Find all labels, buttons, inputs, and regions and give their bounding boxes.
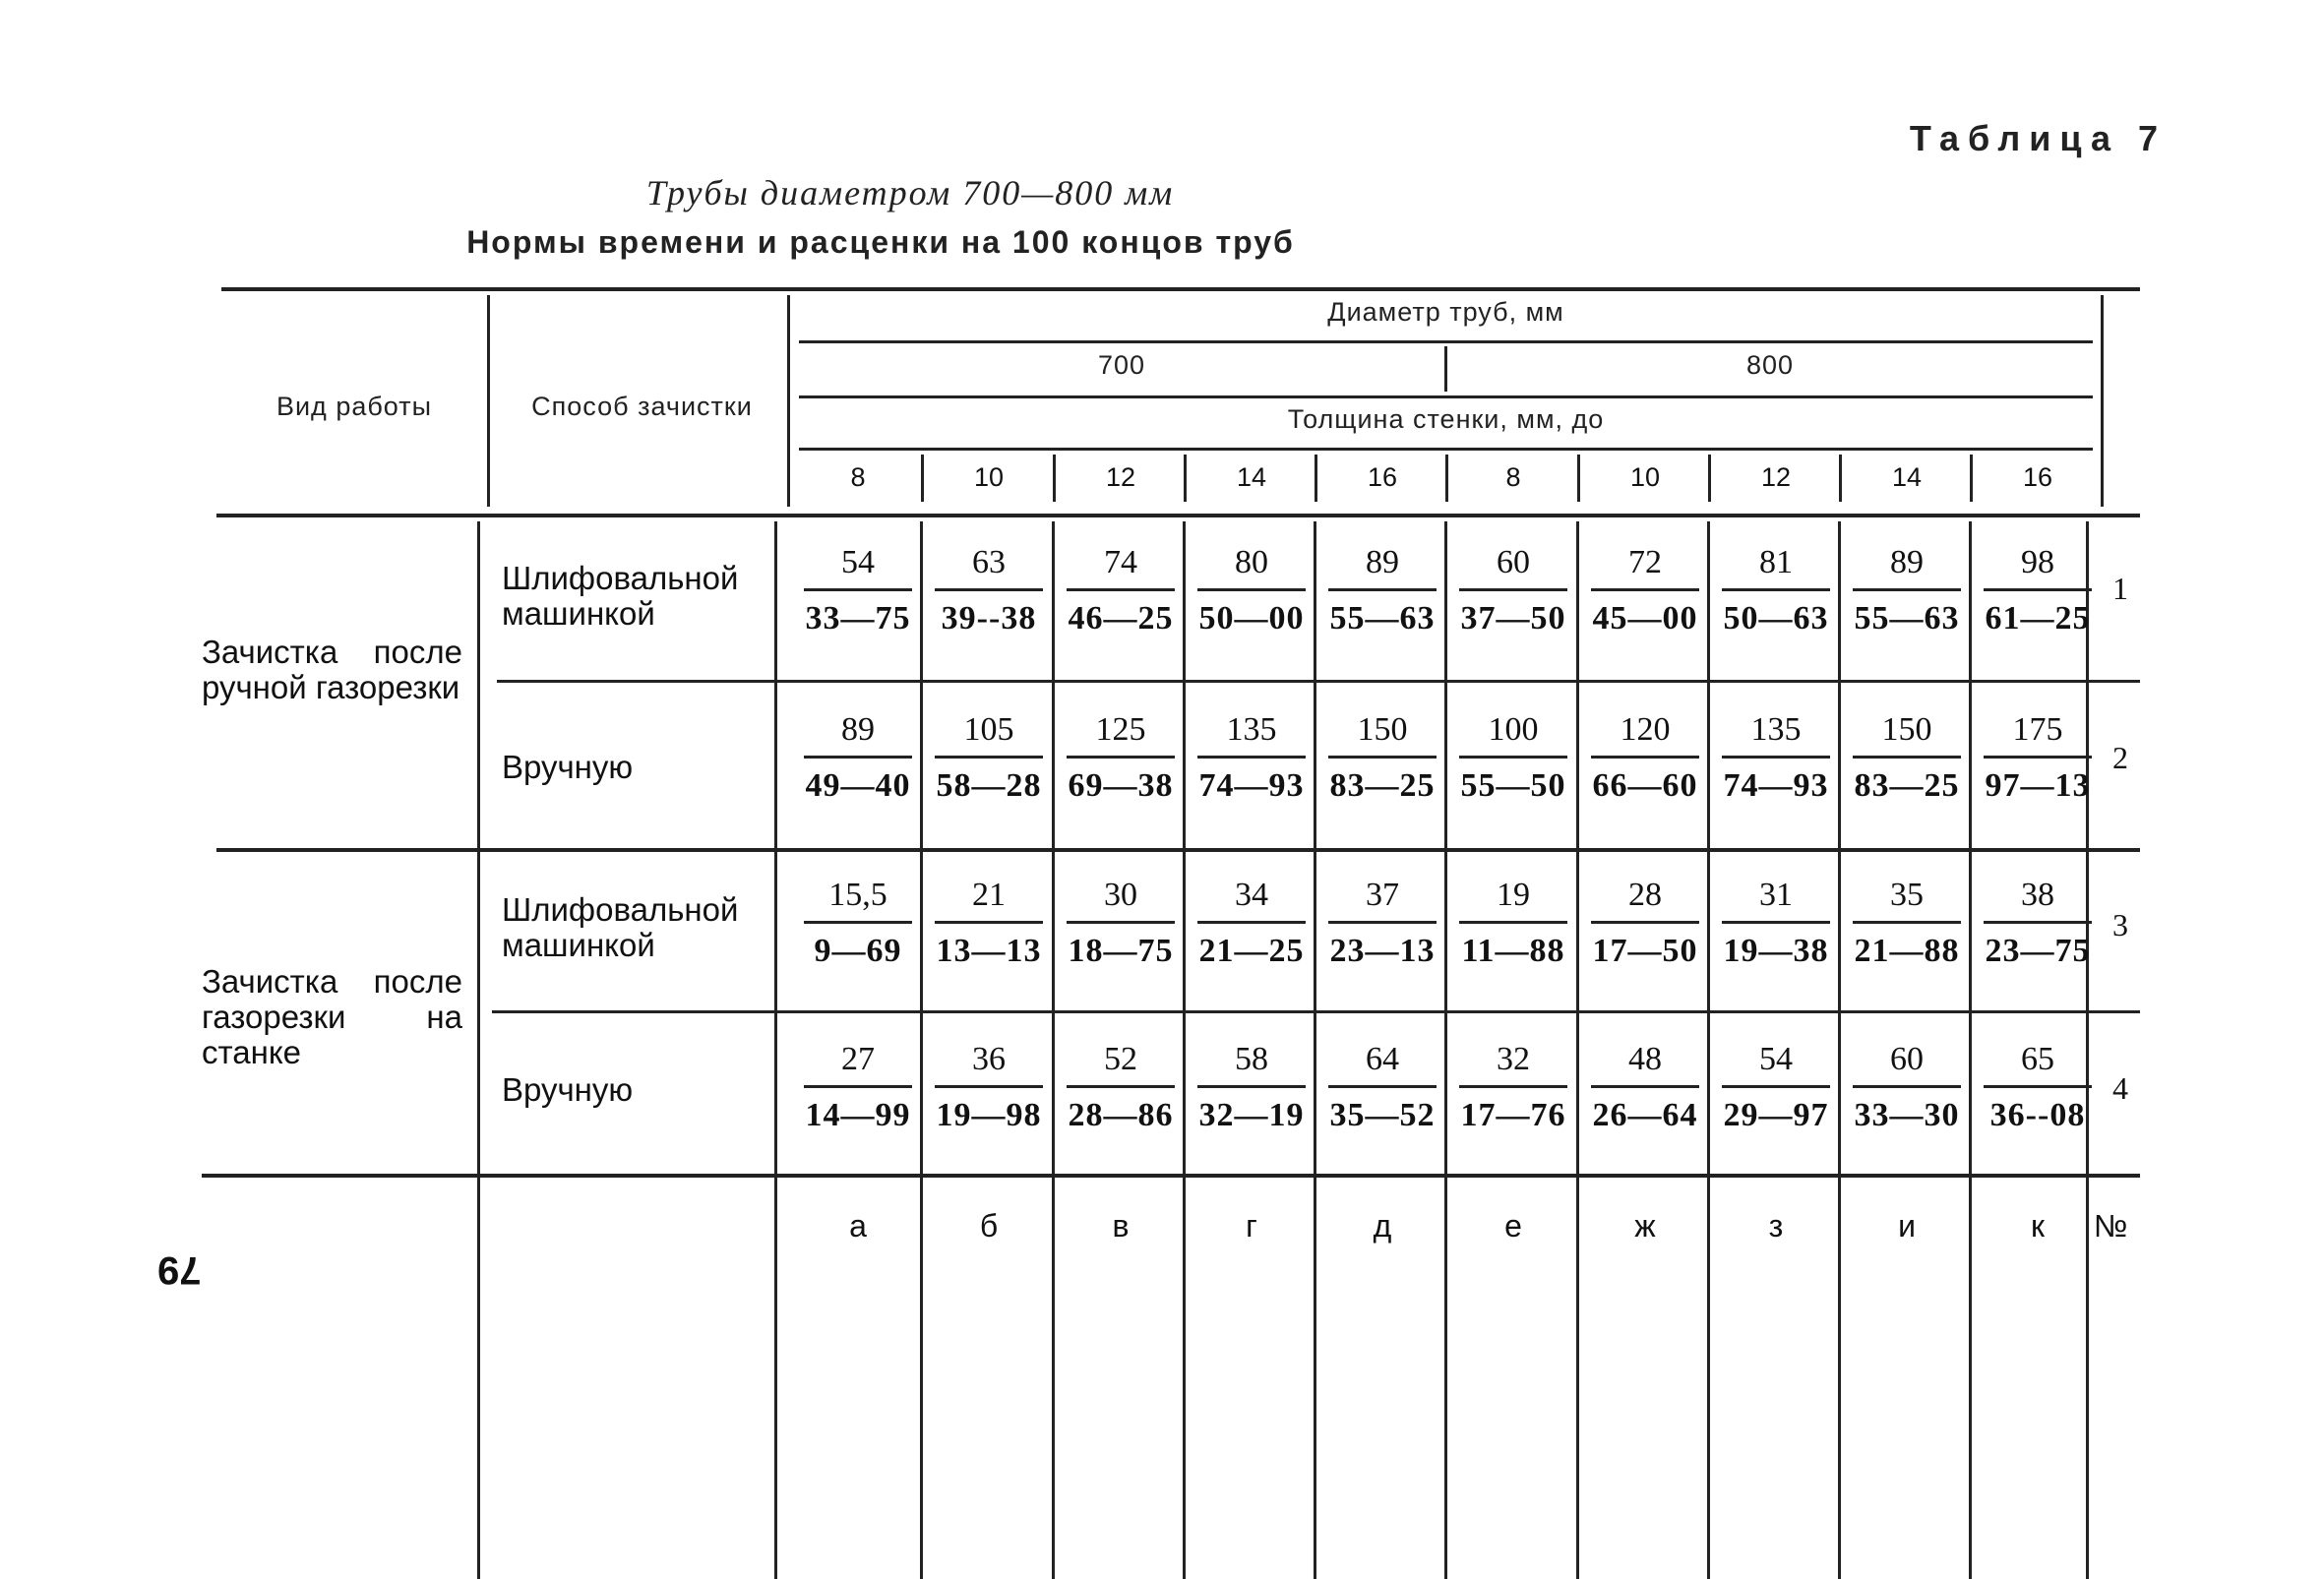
fraction-bar — [1067, 921, 1175, 924]
norm-cell — [1579, 876, 1711, 971]
thickness-rule — [799, 448, 2093, 451]
fraction-bar — [1591, 756, 1699, 759]
row-number-1: 1 — [2112, 571, 2128, 606]
time-norm: 15,5 — [828, 877, 887, 913]
footer-top-rule — [202, 1174, 2140, 1178]
norm-cell — [1710, 543, 1842, 638]
time-norm: 81 — [1759, 544, 1793, 580]
rate-value: 74—93 — [1723, 767, 1829, 804]
time-norm: 60 — [1890, 1041, 1924, 1077]
column-letter: а — [849, 1208, 867, 1244]
fraction-bar — [1722, 756, 1830, 759]
time-norm: 36 — [972, 1041, 1006, 1077]
time-norm: 120 — [1620, 711, 1671, 748]
thickness-col-rule — [921, 455, 924, 502]
table-label: Таблица 7 — [1909, 118, 2167, 158]
thickness-col-rule — [1445, 455, 1448, 502]
time-norm: 38 — [2021, 877, 2054, 913]
rate-value: 33—75 — [805, 600, 911, 637]
norm-cell — [1972, 876, 2104, 971]
fraction-bar — [1328, 1085, 1437, 1088]
time-norm: 89 — [841, 711, 875, 748]
method-label-1: Шлифовальной машинкой — [502, 560, 739, 632]
method-label-4: Вручную — [502, 1071, 634, 1108]
time-norm: 150 — [1357, 711, 1408, 748]
header-work-type: Вид работы — [275, 392, 433, 421]
time-norm: 54 — [841, 544, 875, 580]
norm-cell — [923, 710, 1055, 806]
time-norm: 27 — [841, 1041, 875, 1077]
time-norm: 19 — [1497, 877, 1530, 913]
thickness-col-5: 16 — [1367, 462, 1398, 492]
fraction-bar — [1591, 588, 1699, 591]
thickness-col-rule — [1839, 455, 1842, 502]
time-norm: 72 — [1628, 544, 1662, 580]
rate-value: 33—30 — [1854, 1097, 1960, 1133]
rate-value: 32—19 — [1198, 1097, 1305, 1133]
thickness-col-rule — [1708, 455, 1711, 502]
rate-value: 74—93 — [1198, 767, 1305, 804]
body-divider-2 — [774, 521, 777, 1579]
time-norm: 105 — [963, 711, 1014, 748]
fraction-bar — [1722, 921, 1830, 924]
header-diameter: Диаметр труб, мм — [1327, 297, 1564, 327]
body-divider-1 — [477, 521, 480, 1579]
norm-cell — [1055, 1040, 1187, 1135]
rate-value: 83—25 — [1854, 767, 1960, 804]
fraction-bar — [1853, 756, 1961, 759]
table-title: Нормы времени и расценки на 100 концов труб — [466, 224, 1295, 260]
rate-value: 50—63 — [1723, 600, 1829, 637]
fraction-bar — [1067, 1085, 1175, 1088]
column-letter: в — [1112, 1208, 1130, 1244]
time-norm: 150 — [1881, 711, 1932, 748]
fraction-bar — [804, 588, 912, 591]
fraction-bar — [1591, 921, 1699, 924]
rate-value: 45—00 — [1592, 600, 1698, 637]
rate-value: 37—50 — [1460, 600, 1566, 637]
time-norm: 89 — [1366, 544, 1399, 580]
header-method: Способ зачистки — [531, 392, 753, 421]
column-letter: б — [979, 1208, 999, 1244]
norm-cell — [923, 1040, 1055, 1135]
footer-no: № — [2093, 1208, 2128, 1244]
thickness-col-6: 8 — [1505, 462, 1521, 492]
norm-cell — [1447, 543, 1579, 638]
row-number-2: 2 — [2112, 740, 2128, 775]
fraction-bar — [1197, 588, 1306, 591]
time-norm: 135 — [1750, 711, 1802, 748]
norm-cell — [1186, 1040, 1317, 1135]
time-norm: 48 — [1628, 1041, 1662, 1077]
time-norm: 32 — [1497, 1041, 1530, 1077]
fraction-bar — [1459, 1085, 1567, 1088]
rate-value: 49—40 — [805, 767, 911, 804]
rate-value: 17—76 — [1460, 1097, 1566, 1133]
time-norm: 28 — [1628, 877, 1662, 913]
fraction-bar — [1984, 588, 2092, 591]
row-number-3: 3 — [2112, 907, 2128, 942]
rate-value: 28—86 — [1068, 1097, 1174, 1133]
time-norm: 31 — [1759, 877, 1793, 913]
thickness-col-rule — [1577, 455, 1580, 502]
header-diam-800: 800 — [1745, 350, 1795, 380]
time-norm: 58 — [1235, 1041, 1268, 1077]
column-letter: г — [1246, 1208, 1257, 1244]
diameter-rule — [799, 340, 2093, 343]
rate-value: 17—50 — [1592, 933, 1698, 969]
rate-value: 29—97 — [1723, 1097, 1829, 1133]
norm-cell — [792, 710, 924, 806]
fraction-bar — [1459, 921, 1567, 924]
norm-cell — [792, 1040, 924, 1135]
column-letter: ж — [1634, 1208, 1656, 1244]
time-norm: 35 — [1890, 877, 1924, 913]
group2-top-rule — [216, 848, 2140, 852]
thickness-col-9: 14 — [1891, 462, 1923, 492]
rate-value: 19—98 — [936, 1097, 1042, 1133]
norm-cell — [1972, 543, 2104, 638]
fraction-bar — [804, 1085, 912, 1088]
rate-value: 13—13 — [936, 933, 1042, 969]
time-norm: 21 — [972, 877, 1006, 913]
fraction-bar — [1722, 1085, 1830, 1088]
fraction-bar — [1984, 1085, 2092, 1088]
row-number-4: 4 — [2112, 1070, 2128, 1106]
rate-value: 11—88 — [1461, 933, 1565, 969]
fraction-bar — [1984, 756, 2092, 759]
rate-value: 61—25 — [1985, 600, 2091, 637]
time-norm: 54 — [1759, 1041, 1793, 1077]
subdiam-rule — [799, 395, 2093, 398]
column-letter: к — [2031, 1208, 2045, 1244]
rate-value: 21—25 — [1198, 933, 1305, 969]
time-norm: 125 — [1095, 711, 1146, 748]
rate-value: 46—25 — [1068, 600, 1174, 637]
column-letter: з — [1768, 1208, 1784, 1244]
fraction-bar — [1197, 921, 1306, 924]
column-letter: д — [1373, 1208, 1392, 1244]
time-norm: 135 — [1226, 711, 1277, 748]
fraction-bar — [1197, 756, 1306, 759]
norm-cell — [1710, 710, 1842, 806]
thickness-col-7: 10 — [1629, 462, 1661, 492]
fraction-bar — [935, 921, 1043, 924]
fraction-bar — [1197, 1085, 1306, 1088]
norm-cell — [1055, 543, 1187, 638]
rate-value: 23—75 — [1985, 933, 2091, 969]
rate-value: 50—00 — [1198, 600, 1305, 637]
rate-value: 58—28 — [936, 767, 1042, 804]
time-norm: 100 — [1488, 711, 1539, 748]
time-norm: 34 — [1235, 877, 1268, 913]
fraction-bar — [1328, 756, 1437, 759]
fraction-bar — [935, 756, 1043, 759]
thickness-col-4: 14 — [1236, 462, 1267, 492]
thickness-col-2: 10 — [973, 462, 1005, 492]
norm-cell — [1447, 710, 1579, 806]
rate-value: 23—13 — [1329, 933, 1436, 969]
norm-cell — [1841, 1040, 1973, 1135]
column-letter: е — [1504, 1208, 1522, 1244]
rate-value: 35—52 — [1329, 1097, 1436, 1133]
fraction-bar — [1853, 921, 1961, 924]
norm-cell — [792, 876, 924, 971]
rate-value: 19—38 — [1723, 933, 1829, 969]
column-letter: и — [1898, 1208, 1916, 1244]
rate-value: 14—99 — [805, 1097, 911, 1133]
thickness-col-8: 12 — [1760, 462, 1792, 492]
norm-cell — [1579, 543, 1711, 638]
norm-cell — [1186, 876, 1317, 971]
norm-cell — [1841, 710, 1973, 806]
norm-cell — [792, 543, 924, 638]
header-top-rule — [221, 287, 2140, 291]
norm-cell — [1055, 876, 1187, 971]
fraction-bar — [1328, 588, 1437, 591]
time-norm: 74 — [1104, 544, 1137, 580]
norm-cell — [1710, 876, 1842, 971]
work-label-2: Зачистка после газорезки на станке — [202, 963, 462, 1070]
rate-value: 26—64 — [1592, 1097, 1698, 1133]
norm-cell — [1186, 710, 1317, 806]
thickness-col-rule — [1184, 455, 1187, 502]
time-norm: 65 — [2021, 1041, 2054, 1077]
fraction-bar — [1459, 588, 1567, 591]
group1-top-rule — [216, 514, 2140, 517]
page-number: 79 — [157, 1248, 202, 1292]
rate-value: 69—38 — [1068, 767, 1174, 804]
rate-value: 55—63 — [1329, 600, 1436, 637]
time-norm: 80 — [1235, 544, 1268, 580]
thickness-col-10: 16 — [2022, 462, 2053, 492]
rate-value: 55—50 — [1460, 767, 1566, 804]
norm-cell — [1972, 1040, 2104, 1135]
rate-value: 55—63 — [1854, 600, 1960, 637]
table-subtitle: Трубы диаметром 700—800 мм — [645, 173, 1175, 213]
norm-cell — [923, 543, 1055, 638]
norm-cell — [1316, 543, 1448, 638]
norm-cell — [1316, 1040, 1448, 1135]
time-norm: 64 — [1366, 1041, 1399, 1077]
rate-value: 36--08 — [1989, 1097, 2086, 1133]
header-diam-700: 700 — [1097, 350, 1146, 380]
time-norm: 98 — [2021, 544, 2054, 580]
norm-cell — [1579, 710, 1711, 806]
header-thickness: Толщина стенки, мм, до — [1287, 404, 1605, 434]
time-norm: 175 — [2012, 711, 2063, 748]
rate-value: 66—60 — [1592, 767, 1698, 804]
thickness-col-1: 8 — [850, 462, 866, 492]
fraction-bar — [1853, 588, 1961, 591]
fraction-bar — [1591, 1085, 1699, 1088]
header-divider-1 — [487, 295, 490, 507]
norm-cell — [1841, 876, 1973, 971]
time-norm: 52 — [1104, 1041, 1137, 1077]
norm-cell — [1055, 710, 1187, 806]
fraction-bar — [935, 588, 1043, 591]
norm-cell — [1447, 1040, 1579, 1135]
fraction-bar — [804, 756, 912, 759]
norm-cell — [923, 876, 1055, 971]
rate-value: 39--38 — [941, 600, 1037, 637]
method-label-3: Шлифовальной машинкой — [502, 891, 739, 963]
fraction-bar — [804, 921, 912, 924]
rate-value: 9—69 — [814, 933, 902, 969]
rate-value: 21—88 — [1854, 933, 1960, 969]
fraction-bar — [1067, 588, 1175, 591]
work-label-1: Зачистка после ручной газорезки — [202, 634, 462, 705]
rate-value: 97—13 — [1985, 767, 2091, 804]
norm-cell — [1316, 876, 1448, 971]
norm-cell — [1710, 1040, 1842, 1135]
fraction-bar — [1067, 756, 1175, 759]
thickness-col-rule — [1315, 455, 1317, 502]
fraction-bar — [1328, 921, 1437, 924]
fraction-bar — [935, 1085, 1043, 1088]
norm-cell — [1186, 543, 1317, 638]
time-norm: 37 — [1366, 877, 1399, 913]
fraction-bar — [1722, 588, 1830, 591]
time-norm: 89 — [1890, 544, 1924, 580]
norm-cell — [1316, 710, 1448, 806]
rate-value: 18—75 — [1068, 933, 1174, 969]
norm-cell — [1447, 876, 1579, 971]
norm-cell — [1841, 543, 1973, 638]
time-norm: 30 — [1104, 877, 1137, 913]
time-norm: 60 — [1497, 544, 1530, 580]
norm-cell — [1579, 1040, 1711, 1135]
fraction-bar — [1984, 921, 2092, 924]
thickness-col-rule — [1053, 455, 1056, 502]
fraction-bar — [1853, 1085, 1961, 1088]
thickness-col-3: 12 — [1105, 462, 1136, 492]
row2-top-rule — [497, 680, 2140, 683]
fraction-bar — [1459, 756, 1567, 759]
thickness-col-rule — [1970, 455, 1973, 502]
method-label-2: Вручную — [502, 749, 634, 785]
time-norm: 63 — [972, 544, 1006, 580]
norm-cell — [1972, 710, 2104, 806]
rate-value: 83—25 — [1329, 767, 1436, 804]
